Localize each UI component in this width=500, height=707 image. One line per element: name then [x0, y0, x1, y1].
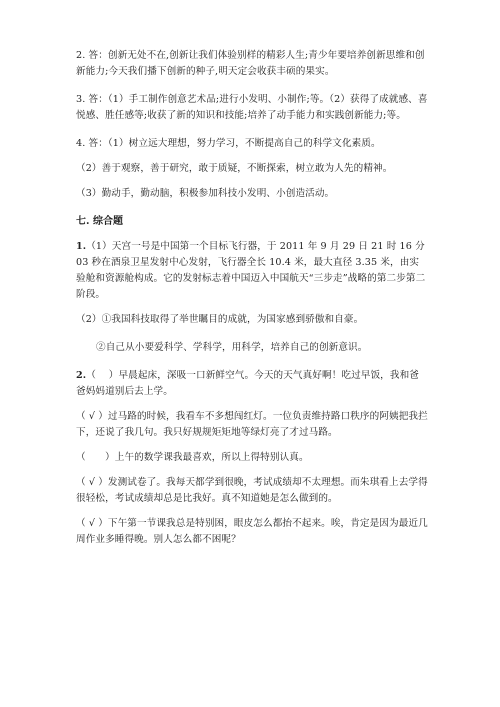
question-2-item-a [76, 368, 428, 400]
answer-4-part-3: （3）勤动手，勤动脑，积极参加科技小发明、小创造活动。 [76, 188, 335, 199]
question-1-part-1 [76, 239, 428, 303]
question-2-item-e: （ √ ）下午第一节课我总是特别困，眼皮怎么都抬不起来。唉，肯定是因为最近几周作业多睡得晚。别人怎么都不困呢？ [76, 518, 428, 545]
answer-4-part-2: （2）善于观察，善于研究，敢于质疑，不断探索，树立敢为人先的精神。 [76, 163, 393, 174]
answer-3: 3. 答：（1）手工制作创意艺术品;进行小发明、小制作;等。（2）获得了成就感、喜悦感、胜任感等;收获了新的知识和技能;培养了动手能力和实践创新能力;等。 [76, 94, 428, 121]
question-1-part-2a: （2）①我国科技取得了举世瞩目的成就，为国家感到骄傲和自豪。 [76, 314, 364, 325]
section-heading: 七. 综合题 [76, 216, 123, 227]
question-1-number: 1. [76, 241, 87, 252]
question-1-part-2b: ②自己从小要爱科学、学科学，用科学，培养自己的创新意识。 [96, 342, 368, 353]
question-2-item-c: （ ）上午的数学课我最喜欢，所以上得特别认真。 [76, 452, 309, 463]
question-2-number: 2. [76, 370, 87, 381]
answer-2: 2. 答：创新无处不在,创新让我们体验别样的精彩人生;青少年要培养创新思维和创新能力;今天我们播下创新的种子,明天定会收获丰硕的果实。 [76, 50, 425, 77]
answer-4-part-1: 4. 答：（1）树立远大理想，努力学习，不断提高自己的科学文化素质。 [76, 138, 381, 149]
question-2-item-b: （ √ ）过马路的时候，我看车不多想闯红灯。一位负责维持路口秩序的阿姨把我拦下，还说了我几句。我只好规规矩矩地等绿灯亮了才过马路。 [76, 411, 428, 438]
question-2-text: （ ）早晨起床，深吸一口新鲜空气。今天的天气真好啊！吃过早饭，我和爸爸妈妈道别后去上学。 [76, 370, 419, 397]
answer-page [76, 48, 428, 548]
question-1-text: （1）天宫一号是中国第一个目标飞行器，于 2011 年 9 月 29 日 21 时 16 分 03 秒在酒泉卫星发射中心发射，飞行器全长 10.4 米，最大直径 3.35 米，由实验舱和资源舱构成。它的发射标志着中国迈入中国航天“三步走”战略的第二步第二阶段。 [76, 241, 426, 300]
question-2-item-d: （ √ ）发测试卷了。我每天都学到很晚，考试成绩却不太理想。而朱琪看上去学得很轻松，考试成绩却总是比我好。真不知道她是怎么做到的。 [76, 477, 428, 504]
